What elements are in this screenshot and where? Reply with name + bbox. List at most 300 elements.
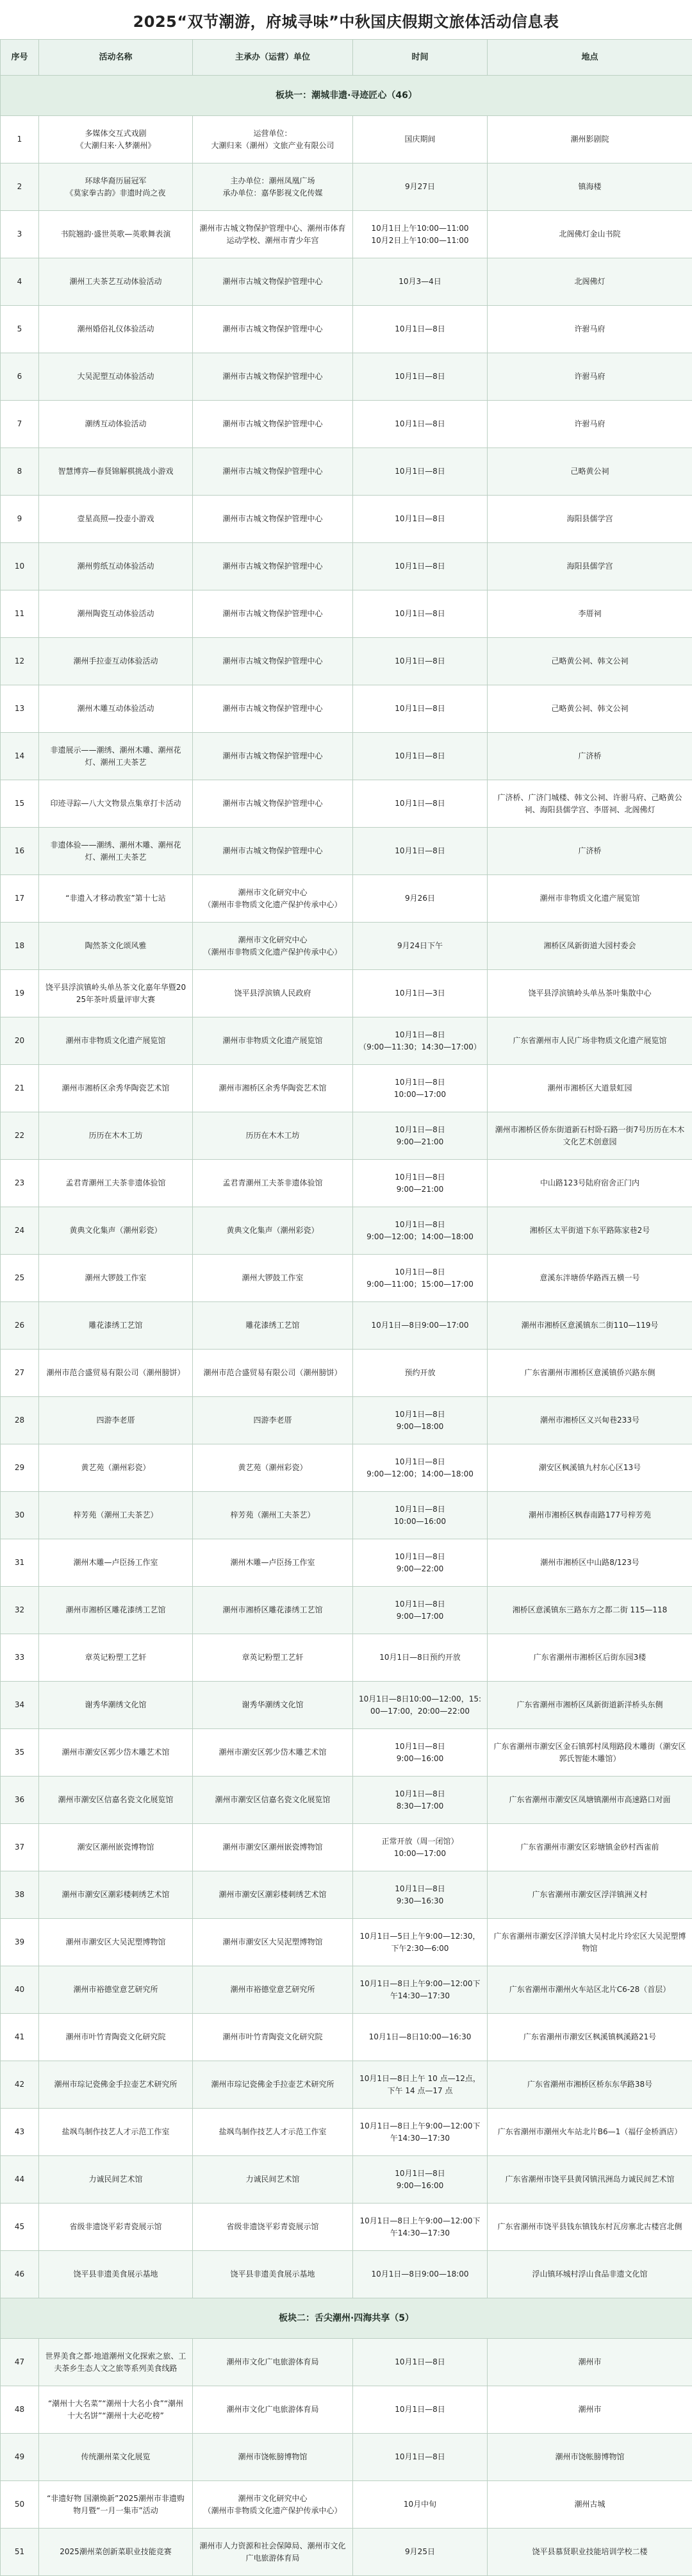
cell-place: 潮州市湘桥区意溪镇东二街110—119号 (488, 1302, 692, 1350)
cell-seq: 16 (1, 828, 39, 875)
cell-place: 海阳县儒学宫 (488, 496, 692, 543)
cell-place: 广东省潮州市潮安区枫溪镇枫溪路21号 (488, 2014, 692, 2061)
cell-seq: 39 (1, 1919, 39, 1966)
table-row (1, 1112, 692, 1160)
cell-place: 湘桥区意溪镇东三路东方之都二街 115—118 (488, 1587, 692, 1634)
page-title: 2025“双节潮游，府城寻味”中秋国庆假期文旅体活动信息表 (0, 0, 692, 39)
table-row (1, 258, 692, 306)
cell-seq: 32 (1, 1587, 39, 1634)
cell-time: 10月1日—8日9:00—17:00 (353, 1302, 488, 1350)
cell-organizer: 潮州市琮记瓷佛金手拉壶艺术研究所 (193, 2061, 353, 2109)
cell-activity-name: 历历在木木工坊 (39, 1112, 193, 1160)
table-row (1, 1302, 692, 1350)
cell-activity-name: 饶平县浮滨镇岭头单丛茶文化嘉年华暨2025年茶叶质量评审大赛 (39, 970, 193, 1017)
cell-seq: 1 (1, 116, 39, 163)
cell-time: 10月1日—8日 (353, 2386, 488, 2434)
cell-activity-name: 潮绣互动体验活动 (39, 401, 193, 448)
cell-place: 广东省潮州市饶平县黄冈镇汛洲岛力诚民间艺术馆 (488, 2156, 692, 2204)
cell-time: 10月1日—8日 9:00—17:00 (353, 1587, 488, 1634)
cell-organizer: 潮州市湘桥区雕花漆绣工艺馆 (193, 1587, 353, 1634)
cell-activity-name: 潮州市裕德堂意艺研究所 (39, 1966, 193, 2014)
cell-place: 中山路123号陆府宿舍正门内 (488, 1160, 692, 1207)
cell-place: 潮州市湘桥区枫春南路177号梓芳苑 (488, 1492, 692, 1539)
cell-activity-name: 传统潮州菜文化展览 (39, 2434, 193, 2481)
cell-organizer: 潮州市湘桥区余秀华陶瓷艺术馆 (193, 1065, 353, 1112)
cell-place: 潮州市湘桥区中山路8/123号 (488, 1539, 692, 1587)
cell-organizer: 谢秀华潮绣文化馆 (193, 1682, 353, 1729)
cell-place: 许驸马府 (488, 306, 692, 353)
cell-activity-name: 孟君青潮州工夫茶非遗体验馆 (39, 1160, 193, 1207)
table-row (1, 496, 692, 543)
cell-activity-name: 书院翘韵·盛世英歌—英歌舞表演 (39, 211, 193, 258)
cell-seq: 21 (1, 1065, 39, 1112)
table-row (1, 2204, 692, 2251)
cell-organizer: 潮州市潮安区潮州嵌瓷博物馆 (193, 1824, 353, 1871)
cell-time: 10月1日—8日 (353, 496, 488, 543)
cell-activity-name: 潮州木雕—卢臣扬工作室 (39, 1539, 193, 1587)
cell-place: 湘桥区凤新街道大园村委会 (488, 923, 692, 970)
cell-place: 己略黄公祠、韩文公祠 (488, 685, 692, 733)
cell-time: 10月1日—8日 (353, 353, 488, 401)
cell-organizer: 潮州市古城文物保护管理中心 (193, 448, 353, 496)
cell-seq: 36 (1, 1777, 39, 1824)
cell-time: 10月中旬 (353, 2481, 488, 2529)
cell-organizer: 潮州市古城文物保护管理中心 (193, 638, 353, 685)
cell-time: 10月1日—8日10:00—16:30 (353, 2014, 488, 2061)
table-row (1, 1255, 692, 1302)
cell-place: 许驸马府 (488, 401, 692, 448)
cell-place: 广东省潮州市潮安区浮洋镇大吴村北片玲宏区大吴泥塑博物馆 (488, 1919, 692, 1966)
cell-place: 广东省潮州市潮州火车站北片B6—1（福仔金桥酒店） (488, 2109, 692, 2156)
cell-time: 10月1日—8日 (353, 2339, 488, 2386)
cell-place: 饶平县慕贤职业技能培训学校二楼 (488, 2529, 692, 2576)
table-row (1, 875, 692, 923)
cell-organizer: 力诚民间艺术馆 (193, 2156, 353, 2204)
cell-organizer: 孟君青潮州工夫茶非遗体验馆 (193, 1160, 353, 1207)
table-body (1, 76, 692, 2576)
cell-seq: 6 (1, 353, 39, 401)
cell-organizer: 潮州市古城文物保护管理中心 (193, 685, 353, 733)
cell-activity-name: 黄典文化集声（潮州彩瓷） (39, 1207, 193, 1255)
table-row (1, 2061, 692, 2109)
cell-seq: 42 (1, 2061, 39, 2109)
cell-place: 潮州市湘桥区义兴甸巷233号 (488, 1397, 692, 1444)
cell-activity-name: 省级非遗饶平彩青瓷展示馆 (39, 2204, 193, 2251)
table-row (1, 1824, 692, 1871)
header-seq: 序号 (1, 40, 39, 76)
cell-time: 10月1日—8日 (353, 401, 488, 448)
cell-activity-name: 潮州工夫茶艺互动体验活动 (39, 258, 193, 306)
cell-activity-name: 壹星高照—投壶小游戏 (39, 496, 193, 543)
cell-organizer: 潮州市潮安区大吴泥塑博物馆 (193, 1919, 353, 1966)
cell-organizer: 潮州市潮安区郭少岱木雕艺术馆 (193, 1729, 353, 1777)
cell-seq: 37 (1, 1824, 39, 1871)
cell-place: 镇海楼 (488, 163, 692, 211)
cell-organizer: 潮州市潮安区信嘉名瓷文化展览馆 (193, 1777, 353, 1824)
cell-activity-name: 潮州市潮安区信嘉名瓷文化展览馆 (39, 1777, 193, 1824)
table-row (1, 2529, 692, 2576)
activity-table (0, 39, 692, 2576)
section-row (1, 76, 692, 116)
cell-organizer: 潮州市非物质文化遗产展览馆 (193, 1017, 353, 1065)
table-row (1, 1729, 692, 1777)
cell-time: 10月1日—8日 (353, 828, 488, 875)
cell-seq: 25 (1, 1255, 39, 1302)
cell-activity-name: 潮州大锣鼓工作室 (39, 1255, 193, 1302)
cell-activity-name: “非遗好物 国潮焕新”2025潮州市非遗购物月暨“一月一集市”活动 (39, 2481, 193, 2529)
cell-place: 意溪东泮塘侨华路西五横一号 (488, 1255, 692, 1302)
table-row (1, 1350, 692, 1397)
table-row (1, 1397, 692, 1444)
section-title: 板块二：舌尖潮州·四海共享（5） (1, 2298, 692, 2339)
cell-seq: 33 (1, 1634, 39, 1682)
table-row (1, 2109, 692, 2156)
cell-place: 北阁佛灯金山书院 (488, 211, 692, 258)
cell-time: 9月24日下午 (353, 923, 488, 970)
cell-activity-name: 2025潮州菜创新菜职业技能竞赛 (39, 2529, 193, 2576)
cell-place: 广东省潮州市湘桥区凤新街道新洋桥头东侧 (488, 1682, 692, 1729)
cell-place: 潮州市 (488, 2339, 692, 2386)
cell-seq: 45 (1, 2204, 39, 2251)
cell-activity-name: 潮州市潮安区大吴泥塑博物馆 (39, 1919, 193, 1966)
cell-organizer: 潮州市古城文物保护管理中心 (193, 733, 353, 780)
cell-seq: 41 (1, 2014, 39, 2061)
cell-activity-name: 潮州市范合盛贸易有限公司（潮州膀饼） (39, 1350, 193, 1397)
cell-activity-name: 力诚民间艺术馆 (39, 2156, 193, 2204)
cell-activity-name: 四游李老厝 (39, 1397, 193, 1444)
cell-place: 己略黄公祠 (488, 448, 692, 496)
cell-time: 10月1日—8日 (353, 780, 488, 828)
cell-activity-name: 智慧博弈—春贤锦解棋挑战小游戏 (39, 448, 193, 496)
cell-activity-name: 非遗体验——潮绣、潮州木雕、潮州花灯、潮州工夫茶艺 (39, 828, 193, 875)
cell-seq: 49 (1, 2434, 39, 2481)
cell-seq: 13 (1, 685, 39, 733)
cell-organizer: 潮州市古城文物保护管理中心 (193, 353, 353, 401)
cell-organizer: 潮州市文化广电旅游体育局 (193, 2386, 353, 2434)
header-organizer: 主承办（运营）单位 (193, 40, 353, 76)
table-row (1, 1682, 692, 1729)
cell-place: 广东省潮州市饶平县钱东镇钱东村瓦房寨北古楼宫北侧 (488, 2204, 692, 2251)
table-header (1, 40, 692, 76)
cell-time: 10月1日—8日 9:00—22:00 (353, 1539, 488, 1587)
cell-place: 浮山镇环城村浮山食品非遗文化馆 (488, 2251, 692, 2298)
cell-seq: 35 (1, 1729, 39, 1777)
table-row (1, 1871, 692, 1919)
cell-organizer: 潮州市文化研究中心 （潮州市非物质文化遗产保护传承中心） (193, 923, 353, 970)
cell-place: 己略黄公祠、韩文公祠 (488, 638, 692, 685)
header-row (1, 40, 692, 76)
cell-activity-name: 潮州市叶竹青陶瓷文化研究院 (39, 2014, 193, 2061)
cell-seq: 47 (1, 2339, 39, 2386)
cell-seq: 18 (1, 923, 39, 970)
table-row (1, 2014, 692, 2061)
table-row (1, 780, 692, 828)
cell-place: 广东省潮州市潮安区金石镇郭村凤翔路段木雕街（潮安区郭氏智能木雕馆） (488, 1729, 692, 1777)
cell-place: 北阁佛灯 (488, 258, 692, 306)
table-row (1, 2156, 692, 2204)
cell-activity-name: 黄艺苑（潮州彩瓷） (39, 1444, 193, 1492)
cell-place: 潮州影剧院 (488, 116, 692, 163)
cell-seq: 50 (1, 2481, 39, 2529)
cell-seq: 17 (1, 875, 39, 923)
cell-activity-name: 大吴泥塑互动体验活动 (39, 353, 193, 401)
cell-organizer: 饶平县非遗美食展示基地 (193, 2251, 353, 2298)
cell-seq: 14 (1, 733, 39, 780)
cell-seq: 7 (1, 401, 39, 448)
cell-activity-name: 潮州婚俗礼仪体验活动 (39, 306, 193, 353)
cell-time: 10月1日—8日 9:00—16:00 (353, 1729, 488, 1777)
header-activity-name: 活动名称 (39, 40, 193, 76)
cell-activity-name: 雕花漆绣工艺馆 (39, 1302, 193, 1350)
cell-place: 李厝祠 (488, 590, 692, 638)
cell-place: 潮州古城 (488, 2481, 692, 2529)
cell-time: 10月1日—8日9:00—18:00 (353, 2251, 488, 2298)
cell-organizer: 潮州市古城文物保护管理中心 (193, 401, 353, 448)
cell-organizer: 潮州大锣鼓工作室 (193, 1255, 353, 1302)
cell-organizer: 潮州市文化研究中心 （潮州市非物质文化遗产保护传承中心） (193, 2481, 353, 2529)
table-row (1, 1634, 692, 1682)
cell-seq: 2 (1, 163, 39, 211)
cell-time: 10月3—4日 (353, 258, 488, 306)
cell-time: 10月1日—8日 (353, 448, 488, 496)
cell-time: 10月1日—8日 (353, 306, 488, 353)
cell-organizer: 潮州市古城文物保护管理中心 (193, 306, 353, 353)
cell-time: 10月1日—8日 (353, 2434, 488, 2481)
cell-time: 9月27日 (353, 163, 488, 211)
cell-activity-name: 潮州市潮安区郭少岱木雕艺术馆 (39, 1729, 193, 1777)
cell-seq: 4 (1, 258, 39, 306)
cell-time: 10月1日—8日 (353, 590, 488, 638)
cell-place: 广济桥 (488, 733, 692, 780)
cell-time: 10月1日—8日 9:00—16:00 (353, 2156, 488, 2204)
cell-activity-name: “非遗入才移动教室”第十七站 (39, 875, 193, 923)
cell-seq: 19 (1, 970, 39, 1017)
table-row (1, 211, 692, 258)
cell-place: 饶平县浮滨镇岭头单丛茶叶集散中心 (488, 970, 692, 1017)
cell-seq: 22 (1, 1112, 39, 1160)
cell-activity-name: 潮州手拉壶互动体验活动 (39, 638, 193, 685)
cell-organizer: 潮州市人力资源和社会保障局、潮州市文化广电旅游体育局 (193, 2529, 353, 2576)
cell-activity-name: 潮州市潮安区潮彩楼刺绣艺术馆 (39, 1871, 193, 1919)
cell-seq: 48 (1, 2386, 39, 2434)
cell-time: 10月1日—8日 9:00—21:00 (353, 1160, 488, 1207)
table-row (1, 1777, 692, 1824)
cell-organizer: 潮州市古城文物保护管理中心 (193, 496, 353, 543)
cell-place: 海阳县儒学宫 (488, 543, 692, 590)
cell-time: 10月1日—8日 9:00—18:00 (353, 1397, 488, 1444)
cell-place: 广济桥 (488, 828, 692, 875)
cell-place: 广东省潮州市潮安区浮洋镇洲义村 (488, 1871, 692, 1919)
cell-organizer: 潮州市文化广电旅游体育局 (193, 2339, 353, 2386)
cell-activity-name: 潮安区潮州嵌瓷博物馆 (39, 1824, 193, 1871)
cell-seq: 27 (1, 1350, 39, 1397)
cell-seq: 40 (1, 1966, 39, 2014)
cell-organizer: 潮州市古城文物保护管理中心 (193, 590, 353, 638)
table-row (1, 1539, 692, 1587)
table-row (1, 733, 692, 780)
cell-time: 10月1日—5日上午9:00—12:30，下午2:30—6:00 (353, 1919, 488, 1966)
cell-time: 10月1日—8日10:00—12:00，15:00—17:00，20:00—22:00 (353, 1682, 488, 1729)
cell-place: 广济桥、广济门城楼、韩文公祠、许驸马府、己略黄公祠、海阳县儒学宫、李厝祠、北阁佛灯 (488, 780, 692, 828)
cell-organizer: 主办单位：潮州凤凰广场 承办单位：嘉华影视文化传媒 (193, 163, 353, 211)
table-row (1, 1017, 692, 1065)
table-row (1, 543, 692, 590)
table-row (1, 401, 692, 448)
cell-organizer: 潮州市古城文物保护管理中心、潮州市体育运动学校、潮州市青少年宫 (193, 211, 353, 258)
cell-organizer: 潮州市文化研究中心 （潮州市非物质文化遗产保护传承中心） (193, 875, 353, 923)
table-row (1, 2481, 692, 2529)
cell-time: 10月1日—8日上午9:00—12:00下午14:30—17:30 (353, 1966, 488, 2014)
cell-activity-name: 潮州市湘桥区余秀华陶瓷艺术馆 (39, 1065, 193, 1112)
table-row (1, 638, 692, 685)
cell-time: 10月1日—8日上午9:00—12:00下午14:30—17:30 (353, 2204, 488, 2251)
cell-activity-name: 潮州剪纸互动体验活动 (39, 543, 193, 590)
cell-organizer: 历历在木木工坊 (193, 1112, 353, 1160)
cell-organizer: 潮州市古城文物保护管理中心 (193, 828, 353, 875)
cell-seq: 3 (1, 211, 39, 258)
table-row (1, 970, 692, 1017)
cell-time: 10月1日—8日 9:30—16:30 (353, 1871, 488, 1919)
cell-activity-name: 饶平县非遗美食展示基地 (39, 2251, 193, 2298)
table-row (1, 1919, 692, 1966)
table-row (1, 1160, 692, 1207)
cell-seq: 5 (1, 306, 39, 353)
cell-activity-name: 潮州陶瓷互动体验活动 (39, 590, 193, 638)
cell-activity-name: 潮州市非物质文化遗产展览馆 (39, 1017, 193, 1065)
cell-time: 10月1日—8日 10:00—16:00 (353, 1492, 488, 1539)
header-place: 地点 (488, 40, 692, 76)
cell-seq: 28 (1, 1397, 39, 1444)
cell-seq: 29 (1, 1444, 39, 1492)
cell-activity-name: 潮州市湘桥区雕花漆绣工艺馆 (39, 1587, 193, 1634)
cell-seq: 30 (1, 1492, 39, 1539)
cell-organizer: 潮州市饶帐膀博物馆 (193, 2434, 353, 2481)
cell-seq: 9 (1, 496, 39, 543)
header-time: 时间 (353, 40, 488, 76)
cell-seq: 10 (1, 543, 39, 590)
cell-place: 广东省潮州市湘桥区桥东东华路38号 (488, 2061, 692, 2109)
table-row (1, 590, 692, 638)
cell-organizer: 潮州市叶竹青陶瓷文化研究院 (193, 2014, 353, 2061)
cell-organizer: 潮州市古城文物保护管理中心 (193, 258, 353, 306)
cell-place: 潮州市非物质文化遗产展览馆 (488, 875, 692, 923)
cell-place: 广东省潮州市潮安区彩塘镇金砂村西雀前 (488, 1824, 692, 1871)
table-row (1, 116, 692, 163)
cell-time: 9月26日 (353, 875, 488, 923)
table-row (1, 1587, 692, 1634)
cell-activity-name: 梓芳苑（潮州工夫茶艺） (39, 1492, 193, 1539)
table-row (1, 448, 692, 496)
cell-organizer: 黄艺苑（潮州彩瓷） (193, 1444, 353, 1492)
cell-seq: 34 (1, 1682, 39, 1729)
cell-time: 正常开放（周一闭馆） 10:00—17:00 (353, 1824, 488, 1871)
cell-time: 10月1日—8日 9:00—11:00；15:00—17:00 (353, 1255, 488, 1302)
cell-seq: 26 (1, 1302, 39, 1350)
cell-place: 广东省潮州市潮安区凤塘镇潮州市高速路口对面 (488, 1777, 692, 1824)
cell-seq: 46 (1, 2251, 39, 2298)
table-row (1, 306, 692, 353)
table-row (1, 1444, 692, 1492)
cell-organizer: 潮州木雕—卢臣扬工作室 (193, 1539, 353, 1587)
cell-time: 9月25日 (353, 2529, 488, 2576)
cell-place: 广东省潮州市潮州火车站区北片C6-28（首层） (488, 1966, 692, 2014)
cell-organizer: 潮州市裕德堂意艺研究所 (193, 1966, 353, 2014)
cell-seq: 43 (1, 2109, 39, 2156)
table-row (1, 2251, 692, 2298)
cell-time: 10月1日—8日 9:00—12:00；14:00—18:00 (353, 1207, 488, 1255)
cell-time: 预约开放 (353, 1350, 488, 1397)
cell-activity-name: 多媒体交互式戏剧 《大潮归来·入梦潮州》 (39, 116, 193, 163)
cell-time: 10月1日—8日 (353, 638, 488, 685)
cell-organizer: 章英记粉塑工艺轩 (193, 1634, 353, 1682)
cell-time: 10月1日—8日 (353, 543, 488, 590)
cell-activity-name: 世界美食之都·地道潮州文化探索之旅、工夫茶乡生态人文之旅等系列美食线路 (39, 2339, 193, 2386)
cell-organizer: 饶平县浮滨镇人民政府 (193, 970, 353, 1017)
cell-activity-name: 陶然茶文化颂风雅 (39, 923, 193, 970)
cell-activity-name: 非遗展示——潮绣、潮州木雕、潮州花灯、潮州工夫茶艺 (39, 733, 193, 780)
cell-seq: 23 (1, 1160, 39, 1207)
cell-activity-name: 谢秀华潮绣文化馆 (39, 1682, 193, 1729)
cell-activity-name: 潮州市琮记瓷佛金手拉壶艺术研究所 (39, 2061, 193, 2109)
cell-place: 潮州市 (488, 2386, 692, 2434)
cell-organizer: 黄典文化集声（潮州彩瓷） (193, 1207, 353, 1255)
cell-organizer: 运营单位： 大潮归来（潮州）文旅产业有限公司 (193, 116, 353, 163)
cell-organizer: 潮州市古城文物保护管理中心 (193, 543, 353, 590)
cell-time: 10月1日—8日上午 10 点—12点，下午 14 点—17 点 (353, 2061, 488, 2109)
cell-organizer: 梓芳苑（潮州工夫茶艺） (193, 1492, 353, 1539)
cell-organizer: 潮州市范合盛贸易有限公司（潮州膀饼） (193, 1350, 353, 1397)
cell-time: 10月1日—8日上午9:00—12:00下午14:30—17:30 (353, 2109, 488, 2156)
cell-organizer: 雕花漆绣工艺馆 (193, 1302, 353, 1350)
table-row (1, 1207, 692, 1255)
cell-seq: 44 (1, 2156, 39, 2204)
cell-seq: 31 (1, 1539, 39, 1587)
table-row (1, 828, 692, 875)
cell-seq: 8 (1, 448, 39, 496)
table-row (1, 1065, 692, 1112)
cell-organizer: 盐飒鸟制作技艺人才示范工作室 (193, 2109, 353, 2156)
cell-place: 许驸马府 (488, 353, 692, 401)
cell-time: 10月1日—3日 (353, 970, 488, 1017)
table-row (1, 353, 692, 401)
table-row (1, 685, 692, 733)
cell-time: 10月1日—8日 8:30—17:00 (353, 1777, 488, 1824)
cell-time: 10月1日—8日 9:00—12:00；14:00—18:00 (353, 1444, 488, 1492)
cell-activity-name: “潮州十大名菜”“潮州十大名小食”“潮州十大名饼”“潮州十大必吃榜” (39, 2386, 193, 2434)
cell-activity-name: 章英记粉塑工艺轩 (39, 1634, 193, 1682)
cell-seq: 38 (1, 1871, 39, 1919)
cell-seq: 15 (1, 780, 39, 828)
cell-place: 潮州市湘桥区侨东街道新石村卧石路一街7号历历在木木文化艺术创意园 (488, 1112, 692, 1160)
table-row (1, 163, 692, 211)
cell-time: 10月1日—8日 (353, 685, 488, 733)
cell-organizer: 省级非遗饶平彩青瓷展示馆 (193, 2204, 353, 2251)
cell-time: 10月1日—8日 10:00—17:00 (353, 1065, 488, 1112)
section-title: 板块一：潮城非遗·寻迹匠心（46） (1, 76, 692, 116)
table-row (1, 2386, 692, 2434)
cell-time: 10月1日—8日 (353, 733, 488, 780)
table-row (1, 2434, 692, 2481)
cell-time: 10月1日上午10:00—11:00 10月2日上午10:00—11:00 (353, 211, 488, 258)
cell-place: 潮安区枫溪镇九村东心区13号 (488, 1444, 692, 1492)
cell-activity-name: 环球华裔历届冠军 《莫家拳古韵》非遗时尚之夜 (39, 163, 193, 211)
cell-place: 潮州市湘桥区大道景虹园 (488, 1065, 692, 1112)
cell-place: 广东省潮州市湘桥区意溪镇侨兴路东侧 (488, 1350, 692, 1397)
section-row (1, 2298, 692, 2339)
cell-time: 10月1日—8日 9:00—21:00 (353, 1112, 488, 1160)
cell-seq: 11 (1, 590, 39, 638)
cell-activity-name: 潮州木雕互动体验活动 (39, 685, 193, 733)
